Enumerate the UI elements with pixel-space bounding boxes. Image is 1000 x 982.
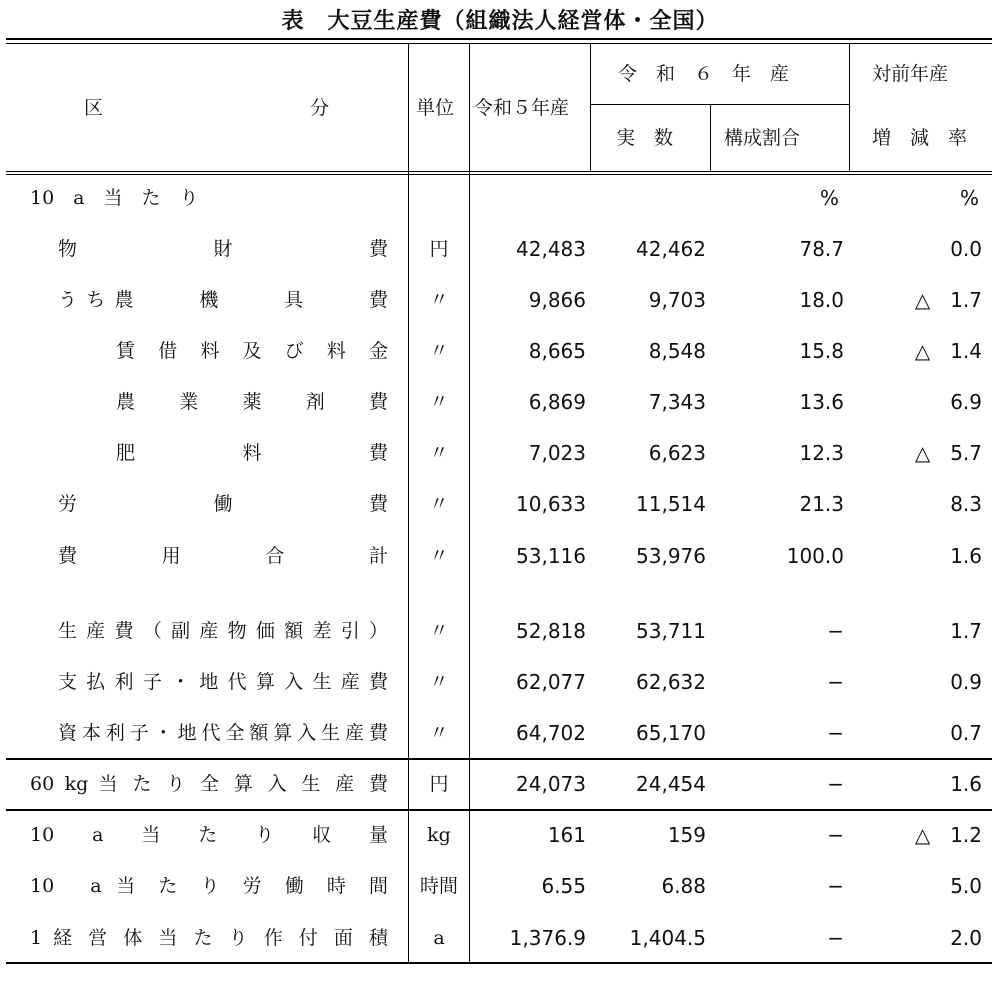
row-r5-value: 53,116 — [516, 544, 586, 568]
row-unit: kg — [427, 824, 451, 846]
row-change-value: △ 1.2 — [914, 823, 982, 847]
r6-subheader-rule — [590, 104, 850, 105]
row-r5-value: 52,818 — [516, 619, 586, 643]
section-label: 10 a 当 た り — [30, 187, 199, 209]
row-change-value: △ 1.7 — [914, 288, 982, 312]
row-share-value: − — [827, 874, 844, 898]
row-share-value: 100.0 — [786, 544, 844, 568]
row-r6-value: 62,632 — [636, 670, 706, 694]
row-unit: 時間 — [419, 875, 458, 897]
row-r6-value: 1,404.5 — [629, 926, 706, 950]
row-unit: 〃 — [429, 391, 449, 413]
row-unit: 〃 — [429, 289, 449, 311]
row-label: 物 財 費 — [58, 238, 388, 260]
row-r6-value: 6,623 — [648, 441, 706, 465]
col-rule-share-header — [710, 105, 711, 172]
row-share-value: 12.3 — [799, 441, 844, 465]
row-r5-value: 1,376.9 — [509, 926, 586, 950]
row-unit: 〃 — [429, 620, 449, 642]
row-share-value: − — [827, 823, 844, 847]
row-unit: 〃 — [429, 671, 449, 693]
row-r5-value: 9,866 — [528, 288, 586, 312]
row-change-value: 0.7 — [950, 721, 982, 745]
header-unit: 単位 — [416, 97, 455, 119]
row-label: 資本利子・地代全額算入生産費 — [58, 722, 388, 744]
row-label: 1 経 営 体 当 た り 作 付 面 積 — [30, 927, 388, 949]
row-r5-value: 42,483 — [516, 237, 586, 261]
row-r5-value: 6.55 — [541, 874, 586, 898]
header-kubun-left: 区 — [84, 97, 104, 119]
header-jissu: 実 数 — [616, 127, 674, 149]
share-percent-unit: % — [820, 186, 840, 210]
row-share-value: 21.3 — [799, 492, 844, 516]
row-r6-value: 7,343 — [648, 390, 706, 414]
row-r6-value: 159 — [667, 823, 706, 847]
header-change-bottom: 増 減 率 — [872, 127, 968, 149]
change-percent-unit: % — [960, 186, 980, 210]
header-r6: 令 和 ６ 年 産 — [618, 63, 790, 85]
row-share-value: 78.7 — [799, 237, 844, 261]
header-change-top: 対前年産 — [872, 63, 949, 85]
row-r5-value: 10,633 — [516, 492, 586, 516]
row-r5-value: 64,702 — [516, 721, 586, 745]
row-change-value: 0.0 — [950, 237, 982, 261]
header-r5: 令和５年産 — [474, 97, 570, 119]
section-rule-60kg-top — [6, 758, 992, 760]
row-share-value: − — [827, 721, 844, 745]
row-unit: 円 — [429, 238, 449, 260]
row-unit: 円 — [429, 773, 449, 795]
bottom-rule — [6, 962, 992, 964]
row-r6-value: 53,711 — [636, 619, 706, 643]
row-r5-value: 62,077 — [516, 670, 586, 694]
row-r6-value: 53,976 — [636, 544, 706, 568]
row-r5-value: 161 — [547, 823, 586, 847]
row-r5-value: 8,665 — [528, 339, 586, 363]
row-share-value: 15.8 — [799, 339, 844, 363]
row-label: 60 kg 当 た り 全 算 入 生 産 費 — [30, 773, 388, 795]
row-unit: 〃 — [429, 493, 449, 515]
row-change-value: 1.7 — [950, 619, 982, 643]
top-double-rule-2 — [6, 43, 992, 44]
col-rule-change-header — [849, 44, 850, 172]
table-title: 表 大豆生産費（組織法人経営体・全国） — [281, 9, 719, 34]
row-change-value: 1.6 — [950, 772, 982, 796]
row-change-value: △ 1.4 — [914, 339, 982, 363]
row-unit: 〃 — [429, 722, 449, 744]
row-r6-value: 65,170 — [636, 721, 706, 745]
row-label: 賃 借 料 及 び 料 金 — [116, 340, 388, 362]
row-r6-value: 11,514 — [636, 492, 706, 516]
row-label: 10 a 当 た り 収 量 — [30, 824, 388, 846]
row-label: 肥 料 費 — [116, 442, 388, 464]
row-label: 生産費（副産物価額差引） — [58, 620, 388, 642]
row-label: 支払利子・地代算入生産費 — [58, 671, 388, 693]
row-label: 10 a 当 た り 労 働 時 間 — [30, 875, 388, 897]
header-kousei: 構成割合 — [724, 127, 801, 149]
row-r5-value: 6,869 — [528, 390, 586, 414]
row-unit: 〃 — [429, 340, 449, 362]
row-r6-value: 24,454 — [636, 772, 706, 796]
row-r5-value: 7,023 — [528, 441, 586, 465]
row-r5-value: 24,073 — [516, 772, 586, 796]
row-share-value: − — [827, 926, 844, 950]
header-kubun-right: 分 — [310, 97, 330, 119]
row-label: 費 用 合 計 — [58, 545, 388, 567]
row-unit: 〃 — [429, 442, 449, 464]
row-share-value: − — [827, 619, 844, 643]
row-change-value: 5.0 — [950, 874, 982, 898]
row-change-value: △ 5.7 — [914, 441, 982, 465]
row-change-value: 2.0 — [950, 926, 982, 950]
row-share-value: − — [827, 772, 844, 796]
row-r6-value: 8,548 — [648, 339, 706, 363]
row-label: うち農 機 具 費 — [58, 289, 388, 311]
row-share-value: 18.0 — [799, 288, 844, 312]
row-r6-value: 9,703 — [648, 288, 706, 312]
row-change-value: 0.9 — [950, 670, 982, 694]
row-change-value: 1.6 — [950, 544, 982, 568]
row-share-value: − — [827, 670, 844, 694]
header-rule-2 — [6, 174, 992, 175]
row-change-value: 8.3 — [950, 492, 982, 516]
row-label: 労 働 費 — [58, 493, 388, 515]
row-r6-value: 42,462 — [636, 237, 706, 261]
top-double-rule-1 — [6, 38, 992, 40]
row-unit: a — [433, 927, 445, 949]
col-rule-r5-header — [590, 44, 591, 172]
row-unit: 〃 — [429, 545, 449, 567]
row-label: 農 業 薬 剤 費 — [116, 391, 388, 413]
section-rule-60kg-bottom — [6, 809, 992, 811]
row-change-value: 6.9 — [950, 390, 982, 414]
row-r6-value: 6.88 — [661, 874, 706, 898]
row-share-value: 13.6 — [799, 390, 844, 414]
col-rule-label — [408, 44, 409, 963]
header-rule-1 — [6, 171, 992, 172]
